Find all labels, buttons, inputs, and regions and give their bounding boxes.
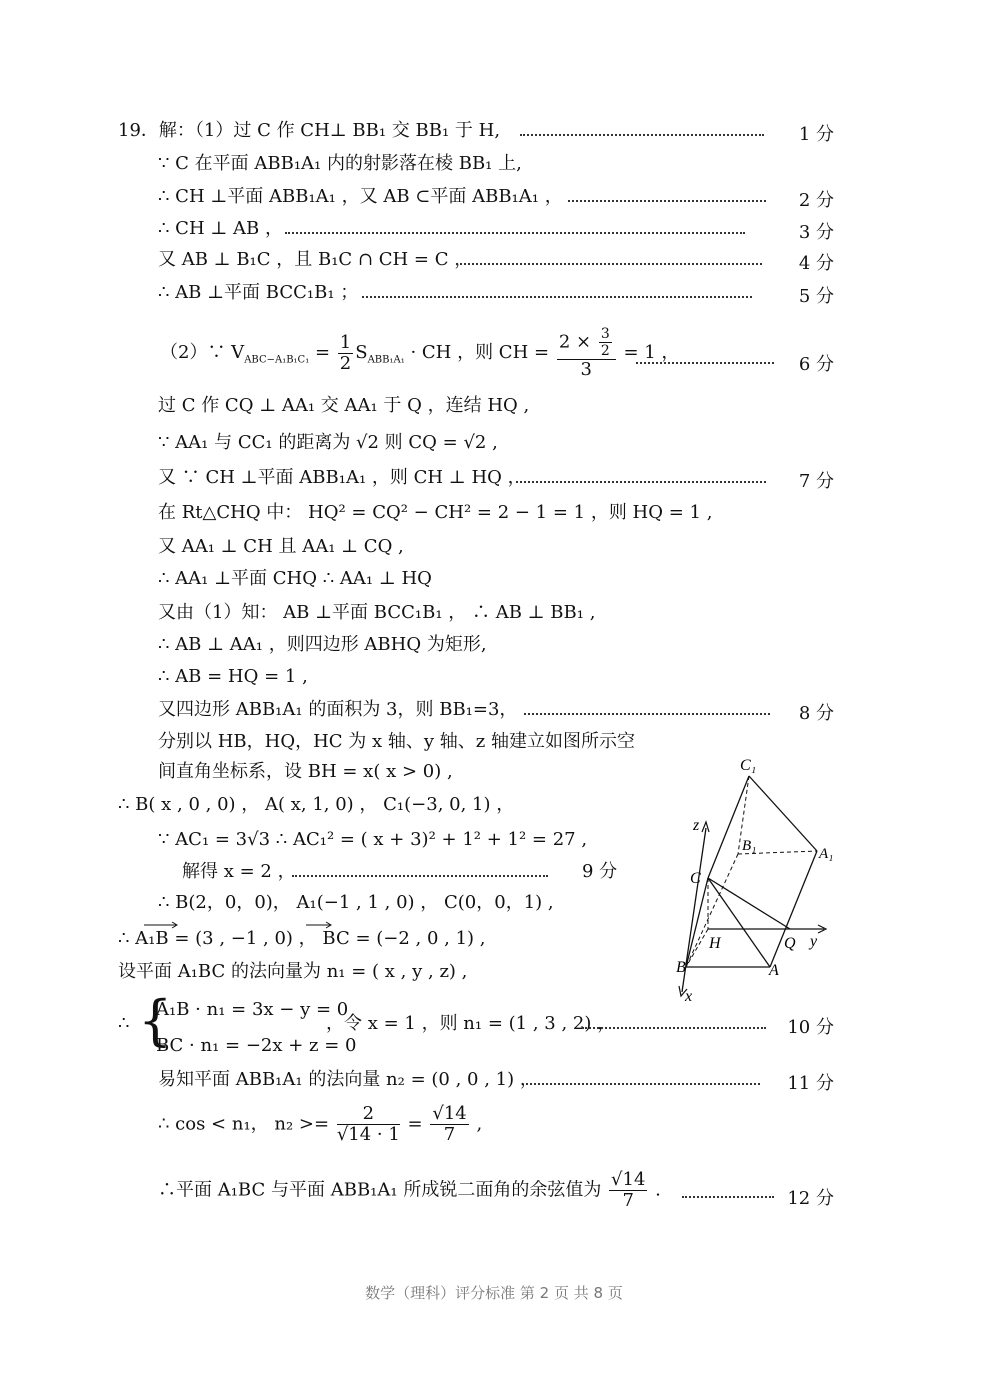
line-text: 在 Rt△CHQ 中： HQ² = CQ² − CH² = 2 − 1 = 1 ，则 HQ = 1 ,	[158, 502, 713, 523]
numerator: √14	[432, 1103, 467, 1124]
line-11	[158, 502, 712, 524]
score: 7 分	[798, 471, 834, 492]
line-text: ，令 x = 1 ，则 n₁ = (1 , 3 , 2) ，	[326, 1013, 616, 1034]
line-text: 过 C 作 CQ ⊥ AA₁ 交 AA₁ 于 Q ，连结 HQ ,	[158, 395, 530, 416]
line-19	[158, 761, 453, 783]
score: 9 分	[582, 861, 618, 882]
leader-dots	[636, 362, 774, 364]
leader-dots	[520, 134, 764, 136]
edge-c1c	[708, 776, 749, 878]
line-text: 间直角坐标系，设 BH = x( x > 0) ,	[158, 761, 453, 782]
line-text: 分别以 HB，HQ，HC 为 x 轴、y 轴、z 轴建立如图所示空	[158, 731, 635, 752]
score: 8 分	[798, 703, 834, 724]
system-eq-1: A₁B · n₁ = 3x − y = 0	[156, 999, 349, 1020]
line-text: 又 AB ⊥ B₁C ，且 B₁C ∩ CH = C ，	[158, 249, 473, 270]
leader-dots	[568, 200, 766, 202]
line-text: （2）∵ V	[160, 342, 245, 363]
fraction	[337, 1104, 400, 1145]
line-21	[158, 829, 587, 851]
edge-ca	[708, 878, 770, 967]
fraction	[430, 1104, 468, 1145]
left-brace-icon: {	[138, 989, 173, 1052]
label-q: Q	[784, 935, 796, 952]
label-c: C	[690, 870, 701, 887]
line-16	[158, 666, 308, 688]
label-x: x	[685, 988, 693, 1005]
line-17	[158, 699, 517, 721]
line-text: ∵ AA₁ 与 CC₁ 的距离为 √2 则 CQ = √2 ,	[158, 432, 498, 453]
line-text: .	[649, 1179, 661, 1201]
line-22	[182, 861, 296, 883]
leader-dots	[292, 875, 548, 877]
label-z: z	[693, 817, 700, 834]
line-text: ∵ C 在平面 ABB₁A₁ 内的射影落在棱 BB₁ 上,	[158, 153, 522, 174]
line-10	[158, 467, 526, 489]
score: 1 分	[798, 124, 834, 145]
line-6	[158, 282, 358, 304]
line-1	[118, 120, 500, 142]
denominator: 2	[600, 343, 610, 359]
line-text: ∴ B( x , 0 , 0) ， A( x, 1, 0) ， C₁(−3, 0, 1) ，	[118, 794, 515, 815]
line-text: 易知平面 ABB₁A₁ 的法向量 n₂ = (0 , 0 , 1) ，	[158, 1069, 538, 1090]
line-text: = 1 ，	[617, 342, 680, 363]
vector-arrow-icon	[304, 919, 334, 929]
leader-dots	[582, 1027, 766, 1029]
line-text: =	[309, 342, 336, 363]
leader-dots	[456, 263, 762, 265]
line-text: ∴ AB ⊥ AA₁ ，则四边形 ABHQ 为矩形,	[158, 634, 487, 655]
line-5	[158, 249, 472, 271]
line-text: 19．解：（1）过 C 作 CH⊥ BB₁ 交 BB₁ 于 H,	[118, 120, 501, 141]
score: 10 分	[787, 1017, 834, 1038]
line-text: ∴ AA₁ ⊥平面 CHQ ∴ AA₁ ⊥ HQ	[158, 568, 432, 589]
line-text: ∴平面 A₁BC 与平面 ABB₁A₁ 所成锐二面角的余弦值为	[158, 1179, 608, 1201]
edge-c1a1	[749, 776, 817, 851]
score: 3 分	[798, 222, 834, 243]
line-2	[158, 153, 522, 175]
line-text: ∴ AB = HQ = 1 ,	[158, 666, 308, 687]
edge-cq	[708, 878, 790, 929]
label-a1: A₁	[819, 846, 834, 862]
line-text: ∴ AB ⊥平面 BCC₁B₁ ；	[158, 282, 359, 303]
line-26	[326, 1013, 615, 1035]
line-29	[158, 1170, 661, 1211]
line-18	[158, 731, 635, 753]
page-footer: 数学（理科）评分标准 第 2 页 共 8 页	[365, 1284, 623, 1302]
line-text: ∴ CH ⊥ AB ，	[158, 218, 283, 239]
denominator: 7	[622, 1190, 634, 1211]
line-text: =	[401, 1113, 429, 1135]
label-y: y	[810, 933, 818, 950]
leader-dots	[682, 1196, 774, 1198]
line-text: 又由（1）知： AB ⊥平面 BCC₁B₁ ， ∴ AB ⊥ BB₁ ,	[158, 602, 596, 623]
line-text: ∴ CH ⊥平面 ABB₁A₁ ，又 AB ⊂平面 ABB₁A₁ ，	[158, 186, 563, 207]
edge-hb-hidden	[686, 929, 708, 967]
fraction	[609, 1170, 647, 1211]
numerator: 1	[339, 331, 352, 353]
leader-dots	[516, 481, 766, 483]
line-text: S	[355, 342, 368, 363]
nested-fraction	[599, 326, 612, 359]
line-text: ∵ AC₁ = 3√3 ∴ AC₁² = ( x + 3)² + 1² + 1² = 27 ,	[158, 829, 588, 850]
subscript: ABC−A₁B₁C₁	[244, 354, 310, 366]
denominator: 3	[580, 359, 592, 380]
score: 4 分	[798, 253, 834, 274]
line-text: 又 ∵ CH ⊥平面 ABB₁A₁ ，则 CH ⊥ HQ ，	[158, 467, 526, 488]
fraction	[338, 333, 353, 374]
score: 12 分	[787, 1188, 834, 1209]
numerator	[557, 326, 616, 360]
line-25	[118, 961, 467, 983]
line-24	[118, 928, 486, 950]
denominator: 2	[339, 352, 352, 374]
line-8	[158, 395, 529, 417]
line-12	[158, 536, 404, 558]
therefore-sign: ∴	[118, 1013, 130, 1034]
numerator: 2	[337, 1104, 400, 1125]
leader-dots	[526, 1083, 760, 1085]
line-text: 又四边形 ABB₁A₁ 的面积为 3，则 BB₁=3，	[158, 699, 518, 720]
numerator-text: 2 ×	[558, 331, 592, 353]
numerator: 3	[600, 326, 610, 342]
fraction	[557, 326, 616, 380]
label-b1: B₁	[742, 838, 757, 854]
numerator: √14	[611, 1169, 646, 1190]
line-text: ∴ B(2，0，0)， A₁(−1 , 1 , 0) ， C(0，0，1) ,	[158, 892, 554, 913]
label-a: A	[769, 962, 779, 979]
line-23	[158, 892, 554, 914]
label-h: H	[709, 935, 721, 952]
line-14	[158, 602, 595, 624]
line-13	[158, 568, 432, 590]
line-7	[160, 326, 679, 381]
score: 2 分	[798, 190, 834, 211]
line-text: 解得 x = 2 ，	[182, 861, 296, 882]
system-eq-2: BC · n₁ = −2x + z = 0	[156, 1035, 357, 1056]
line-20	[118, 794, 514, 816]
line-9	[158, 432, 498, 454]
line-4	[158, 218, 283, 240]
prism-figure	[660, 748, 850, 1008]
line-text: 设平面 A₁BC 的法向量为 n₁ = ( x , y , z) ,	[118, 961, 468, 982]
line-text: ∴ A₁B = (3 , −1 , 0) ， BC = (−2 , 0 , 1) ,	[118, 928, 486, 949]
leader-dots	[362, 296, 752, 298]
line-27	[158, 1069, 538, 1091]
line-text: ,	[470, 1113, 483, 1135]
subscript: ABB₁A₁	[367, 354, 405, 366]
label-c1: C₁	[740, 757, 757, 774]
denominator: √14 · 1	[336, 1124, 400, 1145]
score: 6 分	[798, 354, 834, 375]
denominator: 7	[443, 1124, 456, 1145]
line-15	[158, 634, 487, 656]
line-text: · CH ，则 CH =	[404, 342, 555, 363]
line-text: 又 AA₁ ⊥ CH 且 AA₁ ⊥ CQ ,	[158, 536, 404, 557]
vector-arrow-icon	[142, 919, 182, 929]
line-3	[158, 186, 563, 208]
line-text: ∴ cos < n₁， n₂ >=	[158, 1113, 335, 1135]
leader-dots	[285, 232, 745, 234]
score: 11 分	[787, 1073, 834, 1094]
leader-dots	[524, 713, 770, 715]
label-b: B	[676, 959, 686, 976]
score: 5 分	[798, 286, 834, 307]
line-28	[158, 1104, 482, 1145]
